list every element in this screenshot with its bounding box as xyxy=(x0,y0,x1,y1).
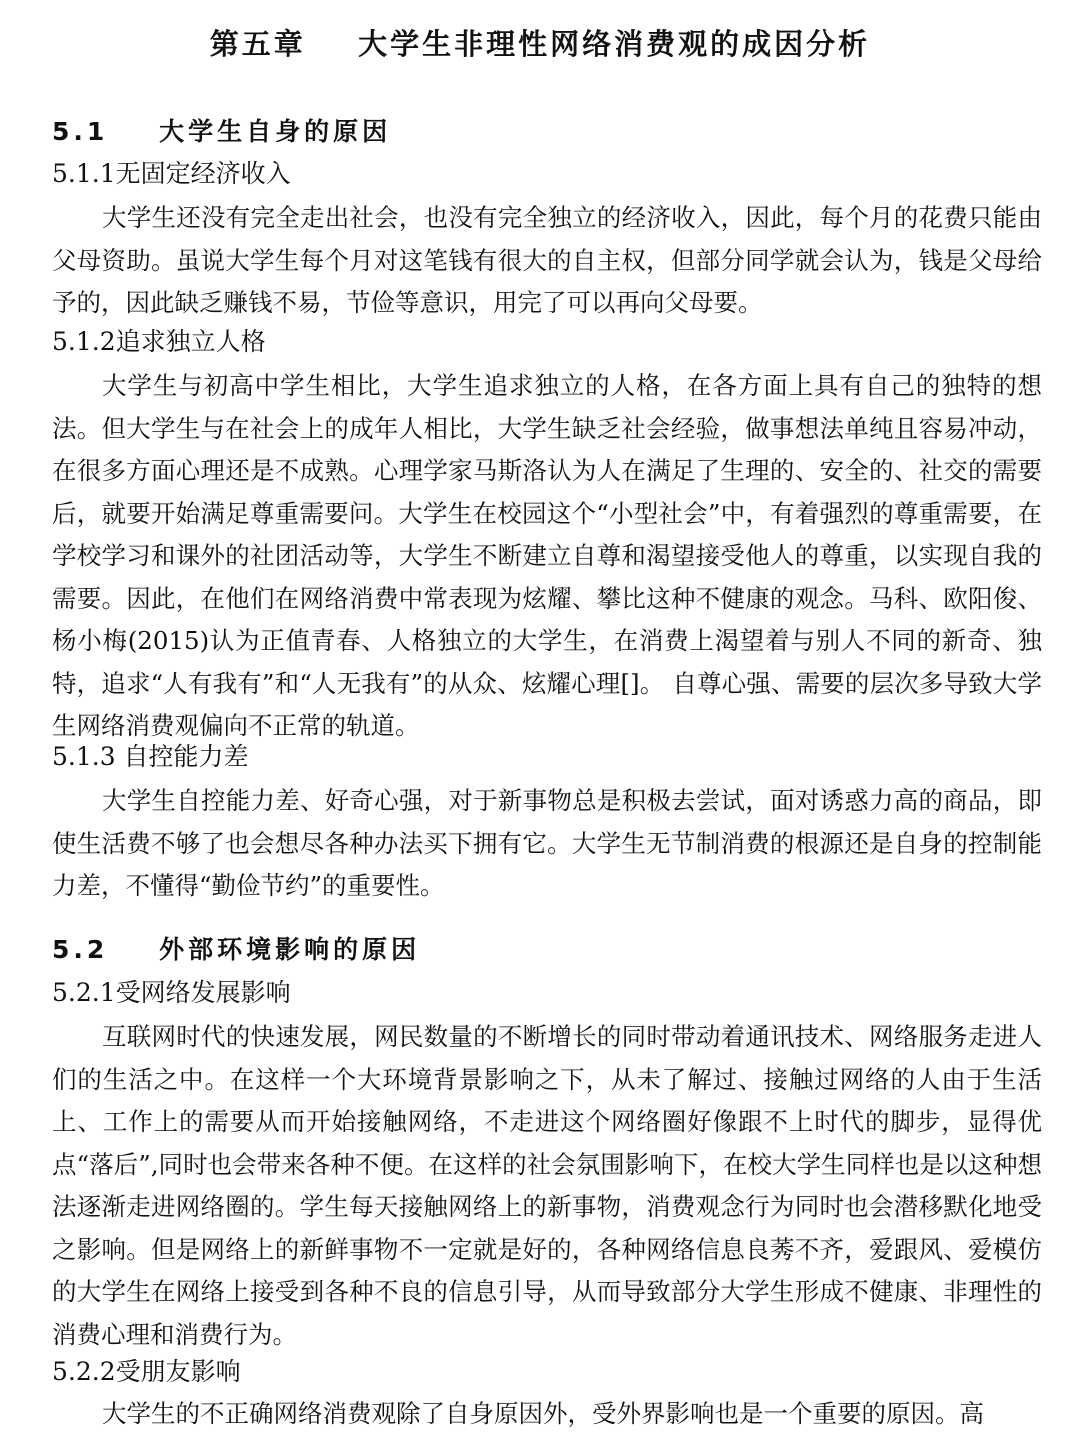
chapter-title: 第五章 大学生非理性网络消费观的成因分析 xyxy=(209,27,871,61)
section-heading-5-2: 5.2 外部环境影响的原因 xyxy=(52,935,421,964)
subsection-heading-5-1-1: 5.1.1无固定经济收入 xyxy=(52,159,291,188)
paragraph-5-1-1: 大学生还没有完全走出社会，也没有完全独立的经济收入，因此，每个月的花费只能由父母资助。虽说大学生每个月对这笔钱有很大的自主权，但部分同学就会认为，钱是父母给予的，因此缺乏赚钱不易，节俭等意识，用完了可以再向父母要。 xyxy=(52,203,1042,317)
subsection-heading-5-2-2: 5.2.2受朋友影响 xyxy=(52,1357,241,1386)
paragraph-5-2-2: 大学生的不正确网络消费观除了自身原因外，受外界影响也是一个重要的原因。高 xyxy=(102,1399,984,1428)
paragraph-5-1-2: 大学生与初高中学生相比，大学生追求独立的人格，在各方面上具有自己的独特的想法。但大学生与在社会上的成年人相比，大学生缺乏社会经验，做事想法单纯且容易冲动，在很多方面心理还是不成熟。心理学家马斯洛认为人在满足了生理的、安全的、社交的需要后，就要开始满足尊重需要问。大学生在校园这个“小型社会”中，有着强烈的尊重需要，在学校学习和课外的社团活动等，大学生不断建立自尊和渴望接受他人的尊重，以实现自我的需要。因此，在他们在网络消费中常表现为炫耀、攀比这种不健康的观念。马科、欧阳俊、杨小梅(2015)认为正值青春、人格独立的大学生，在消费上渴望着与别人不同的新奇、独特，追求“人有我有”和“人无我有”的从众、炫耀心理[]。 自尊心强、需要的层次多导致大学生网络消费观偏向不正常的轨道。 xyxy=(52,371,1042,740)
paragraph-5-1-3: 大学生自控能力差、好奇心强，对于新事物总是积极去尝试，面对诱惑力高的商品，即使生活费不够了也会想尽各种办法买下拥有它。大学生无节制消费的根源还是自身的控制能力差，不懂得“勤俭节约”的重要性。 xyxy=(52,786,1042,900)
paragraph-5-2-1: 互联网时代的快速发展，网民数量的不断增长的同时带动着通讯技术、网络服务走进人们的生活之中。在这样一个大环境背景影响之下，从未了解过、接触过网络的人由于生活上、工作上的需要从而开始接触网络，不走进这个网络圈好像跟不上时代的脚步，显得优点“落后”,同时也会带来各种不便。在这样的社会氛围影响下，在校大学生同样也是以这种想法逐渐走进网络圈的。学生每天接触网络上的新事物，消费观念行为同时也会潜移默化地受之影响。但是网络上的新鲜事物不一定就是好的，各种网络信息良莠不齐，爱跟风、爱模仿的大学生在网络上接受到各种不良的信息引导，从而导致部分大学生形成不健康、非理性的消费心理和消费行为。 xyxy=(52,1022,1042,1349)
subsection-heading-5-2-1: 5.2.1受网络发展影响 xyxy=(52,978,291,1007)
subsection-heading-5-1-2: 5.1.2追求独立人格 xyxy=(52,327,266,356)
subsection-heading-5-1-3: 5.1.3 自控能力差 xyxy=(52,742,249,771)
section-heading-5-1: 5.1 大学生自身的原因 xyxy=(52,117,392,146)
